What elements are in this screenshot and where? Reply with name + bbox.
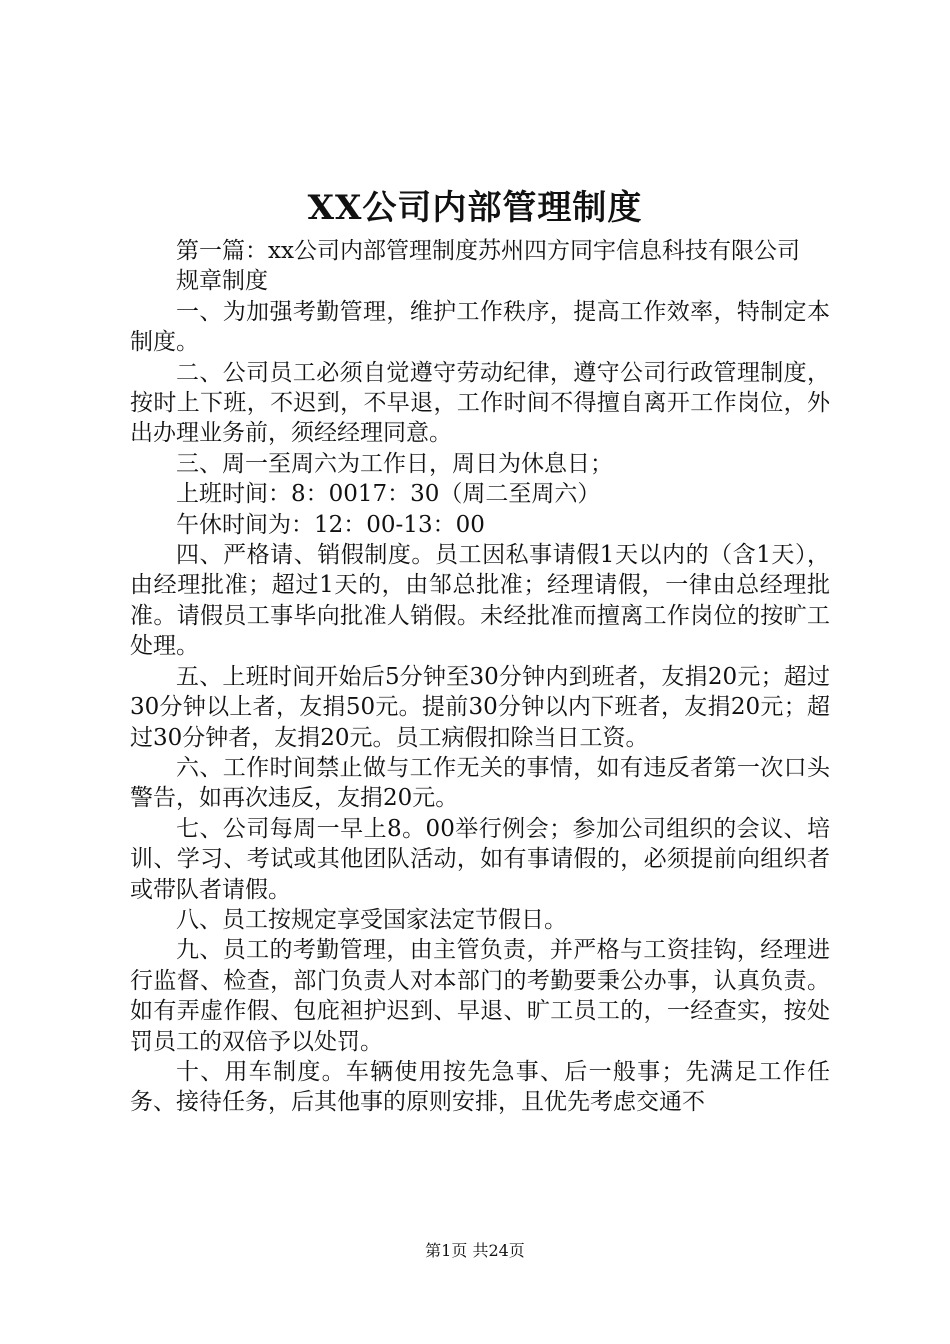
paragraph-rule-7: 七、公司每周一早上8。00举行例会；参加公司组织的会议、培训、学习、考试或其他团队活动，如有事请假的，必须提前向组织者或带队者请假。 <box>130 815 830 903</box>
paragraph-rule-8: 八、员工按规定享受国家法定节假日。 <box>176 906 567 933</box>
paragraph-rule-10: 十、用车制度。车辆使用按先急事、后一般事；先满足工作任务、接待任务，后其他事的原则安排，且优先考虑交通不 <box>130 1058 830 1116</box>
paragraph-rule-3: 三、周一至周六为工作日，周日为休息日； <box>176 450 613 477</box>
paragraph-rules-heading: 规章制度 <box>176 268 268 295</box>
document-title: XX公司内部管理制度 <box>307 188 643 228</box>
paragraph-rule-4: 四、严格请、销假制度。员工因私事请假1天以内的（含1天），由经理批准；超过1天的，由邹总批准；经理请假，一律由总经理批准。请假员工事毕向批准人销假。未经批准而擅离工作岗位的按旷工处理。 <box>130 542 830 660</box>
paragraph-rule-9: 九、员工的考勤管理，由主管负责，并严格与工资挂钩，经理进行监督、检查，部门负责人对本部门的考勤要秉公办事，认真负责。如有弄虚作假、包庇袒护迟到、早退、旷工员工的，一经查实，按处罚员工的双倍予以处罚。 <box>130 937 830 1055</box>
paragraph-rule-5: 五、上班时间开始后5分钟至30分钟内到班者，友捐20元；超过30分钟以上者，友捐50元。提前30分钟以内下班者，友捐20元；超过30分钟者，友捐20元。员工病假扣除当日工资。 <box>130 663 830 751</box>
document-body <box>130 236 830 1118</box>
page-footer: 第1页 共24页 <box>425 1241 525 1260</box>
paragraph-rule-2: 二、公司员工必须自觉遵守劳动纪律，遵守公司行政管理制度，按时上下班，不迟到，不早退，工作时间不得擅自离开工作岗位，外出办理业务前，须经经理同意。 <box>130 359 830 447</box>
paragraph-rule-6: 六、工作时间禁止做与工作无关的事情，如有违反者第一次口头警告，如再次违反，友捐20元。 <box>130 754 830 812</box>
paragraph-lunch-break: 午休时间为：12：00-13：00 <box>176 511 485 538</box>
paragraph-work-hours: 上班时间：8：0017：30（周二至周六） <box>176 481 601 508</box>
paragraph-section-heading: 第一篇：xx公司内部管理制度苏州四方同宇信息科技有限公司 <box>176 238 800 264</box>
paragraph-rule-1: 一、为加强考勤管理，维护工作秩序，提高工作效率，特制定本制度。 <box>130 298 830 356</box>
